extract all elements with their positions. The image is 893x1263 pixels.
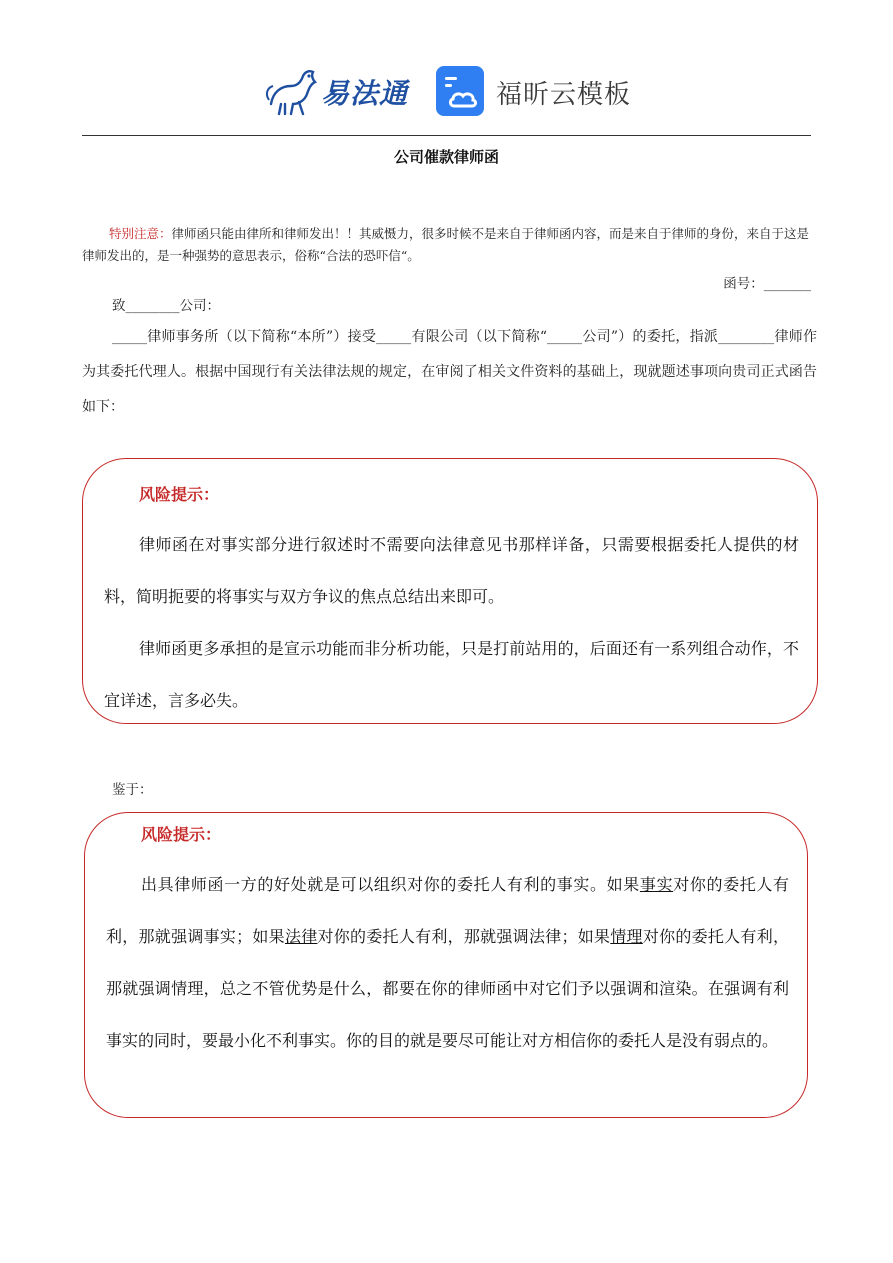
fuxin-logo [436, 64, 636, 120]
underlined-term: 情理 [610, 927, 643, 946]
yifatong-logo [263, 64, 413, 118]
letter-body-paragraph: _____律师事务所（以下简称“本所”）接受_____有限公司（以下简称“_____公司”）的委托，指派________律师作为其委托代理人。根据中国现行有关法律法规的规定，在审阅了相关文件资料的基础上，现就题述事项向贵司正式函告如下： [82, 329, 817, 415]
risk-notice-box-2 [84, 812, 808, 1118]
letter-number: 函号：_______ [723, 276, 811, 292]
risk-notice-box-1 [82, 458, 818, 724]
risk-text-segment: 对你的委托人有利，那就强调事实；如果 [106, 875, 789, 946]
special-notice [82, 223, 814, 267]
risk-text-segment: 出具律师函一方的好处就是可以组织对你的委托人有利的事实。如果 [141, 875, 640, 894]
risk-notice-paragraph: 律师函在对事实部分进行叙述时不需要向法律意见书那样详备，只需要根据委托人提供的材料，简明扼要的将事实与双方争议的焦点总结出来即可。 [104, 535, 799, 606]
notice-text: 律师函只能由律所和律师发出！！其威慑力，很多时候不是来自于律师函内容，而是来自于律师的身份，来自于这是律师发出的，是一种强势的意思表示，俗称“合法的恐吓信“。 [82, 226, 810, 263]
header [0, 58, 893, 122]
page-title: 公司催款律师函 [393, 148, 499, 166]
whereas-label: 鉴于： [112, 782, 153, 798]
yifatong-logo-text: 易法通 [321, 77, 409, 110]
header-divider [82, 135, 811, 136]
risk-text-segment: 对你的委托人有利，那就强调法律；如果 [317, 927, 611, 946]
cloud-doc-icon [436, 66, 484, 116]
risk-text-segment: 对你的委托人有利，那就强调情理，总之不管优势是什么，都要在你的律师函中对它们予以强调和渲染。在强调有利事实的同时，要最小化不利事实。你的目的就是要尽可能让对方相信你的委托人是没有弱点的。 [106, 927, 789, 1050]
risk-notice-heading: 风险提示： [141, 825, 222, 844]
notice-label: 特别注意： [109, 226, 172, 241]
addressee-line: 致________公司： [112, 298, 220, 314]
fuxin-logo-text: 福昕云模板 [496, 80, 632, 110]
qilin-icon [263, 64, 321, 118]
risk-notice-paragraph [106, 859, 789, 1067]
risk-notice-paragraph: 律师函更多承担的是宣示功能而非分析功能，只是打前站用的，后面还有一系列组合动作，不宜详述，言多必失。 [104, 639, 799, 710]
risk-notice-heading: 风险提示： [139, 485, 220, 504]
underlined-term: 法律 [284, 927, 318, 946]
underlined-term: 事实 [639, 875, 674, 894]
